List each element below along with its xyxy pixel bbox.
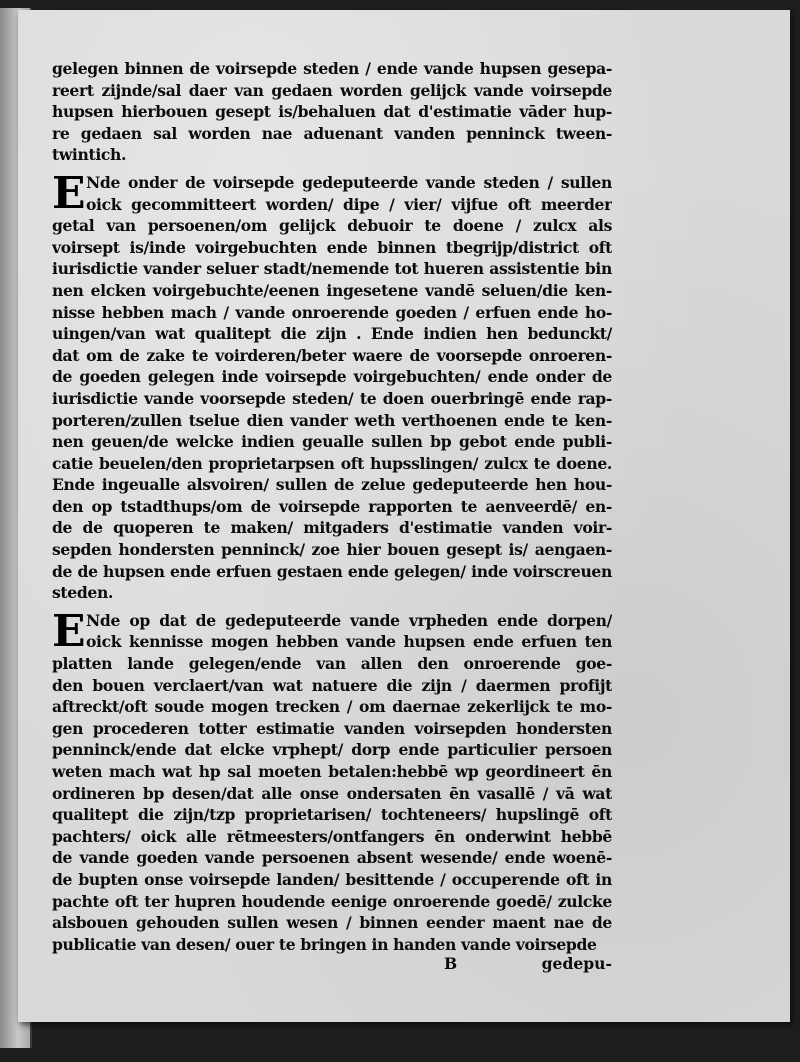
text-line: publicatie van desen/ ouer te bringen in handen vande voirsepde	[52, 934, 597, 954]
text-line: reert zijnde/sal daer van gedaen worden gelijck vande voirsepde	[52, 80, 612, 100]
text-line: steden.	[52, 583, 114, 603]
text-line: pachters/ oick alle rētmeesters/ontfangers ēn onderwint hebbē	[52, 826, 612, 846]
text-line: gelegen binnen de voirsepde steden / ende vande hupsen gesepa-	[52, 59, 612, 78]
text-line: hupsen hierbouen gesept is/behaluen dat d'estimatie vāder hup-	[52, 102, 612, 122]
text-line: qualitept die zijn/tzp proprietarisen/ tochteneers/ hupslingē oft	[52, 805, 612, 825]
paragraph	[52, 167, 612, 604]
text-line: den bouen verclaert/van wat natuere die zijn / daermen profijt	[52, 675, 612, 695]
signature-mark: B	[444, 954, 458, 973]
drop-cap: E	[52, 605, 86, 657]
text-line: gen procederen totter estimatie vanden voirsepden hondersten	[52, 718, 612, 738]
text-line: voirsept is/inde voirgebuchten ende binnen tbegrijp/district oft	[52, 237, 612, 257]
text-line: Nde onder de voirsepde gedeputeerde vande steden / sullen	[86, 172, 612, 192]
text-line: de de hupsen ende erfuen gestaen ende gelegen/ inde voirscreuen	[52, 561, 612, 581]
text-line: oick gecommitteert worden/ dipe / vier/ vijfue oft meerder	[86, 194, 612, 214]
text-line: iurisdictie vander seluer stadt/nemende tot hueren assistentie bin	[52, 259, 612, 279]
text-line: dat om de zake te voirderen/beter waere de voorsepde onroeren-	[52, 345, 612, 365]
text-line: Nde op dat de gedeputeerde vande vrpheden ende dorpen/	[86, 610, 612, 630]
text-line: de bupten onse voirsepde landen/ besittende / occuperende oft in	[52, 869, 612, 889]
paragraph	[52, 58, 612, 166]
text-line: de vande goeden vande persoenen absent wesende/ ende woenē-	[52, 848, 612, 868]
text-line: nisse hebben mach / vande onroerende goeden / erfuen ende ho-	[52, 302, 612, 322]
page-text	[52, 58, 612, 955]
paragraph	[52, 605, 612, 956]
text-line: pachte oft ter hupren houdende eenige onroerende goedē/ zulcke	[52, 891, 612, 911]
text-line: twintich.	[52, 145, 127, 165]
page-footer	[52, 954, 612, 976]
text-line: nen geuen/de welcke indien geualle sullen bp gebot ende publi-	[52, 432, 612, 452]
text-line: catie beuelen/den proprietarpsen oft hupsslingen/ zulcx te doene.	[52, 453, 612, 473]
text-line: ordineren bp desen/dat alle onse ondersaten ēn vasallē / vā wat	[52, 783, 612, 803]
text-line: den op tstadthups/om de voirsepde rapporten te aenveerdē/ en-	[52, 496, 612, 516]
text-line: Ende ingeualle alsvoiren/ sullen de zelue gedeputeerde hen hou-	[52, 475, 612, 495]
text-line: porteren/zullen tselue dien vander weth verthoenen ende te ken-	[52, 410, 612, 430]
text-line: de goeden gelegen inde voirsepde voirgebuchten/ ende onder de	[52, 367, 612, 387]
text-line: weten mach wat hp sal moeten betalen:hebbē wp geordineert ēn	[52, 762, 612, 781]
text-line: getal van persoenen/om gelijck debuoir te doene / zulcx als	[52, 216, 612, 236]
text-line: alsbouen gehouden sullen wesen / binnen eender maent nae de	[52, 913, 612, 933]
catchword: gedepu-	[541, 954, 612, 973]
text-line: platten lande gelegen/ende van allen den onroerende goe-	[52, 654, 612, 674]
book-page	[18, 10, 790, 1022]
text-line: nen elcken voirgebuchte/eenen ingesetene vandē seluen/die ken-	[52, 280, 612, 300]
text-line: de de quoperen te maken/ mitgaders d'estimatie vanden voir-	[52, 518, 612, 538]
text-line: penninck/ende dat elcke vrphept/ dorp ende particulier persoen	[52, 740, 612, 760]
text-line: iurisdictie vande voorsepde steden/ te doen ouerbringē ende rap-	[52, 388, 612, 408]
text-line: sepden hondersten penninck/ zoe hier bouen gesept is/ aengaen-	[52, 540, 612, 560]
text-line: uingen/van wat qualitept die zijn . Ende indien hen bedunckt/	[52, 324, 612, 344]
text-line: aftreckt/oft soude mogen trecken / om daernae zekerlijck te mo-	[52, 697, 612, 717]
drop-cap: E	[52, 167, 86, 219]
text-line: oick kennisse mogen hebben vande hupsen ende erfuen ten	[86, 632, 612, 652]
text-line: re gedaen sal worden nae aduenant vanden penninck tween-	[52, 123, 612, 143]
